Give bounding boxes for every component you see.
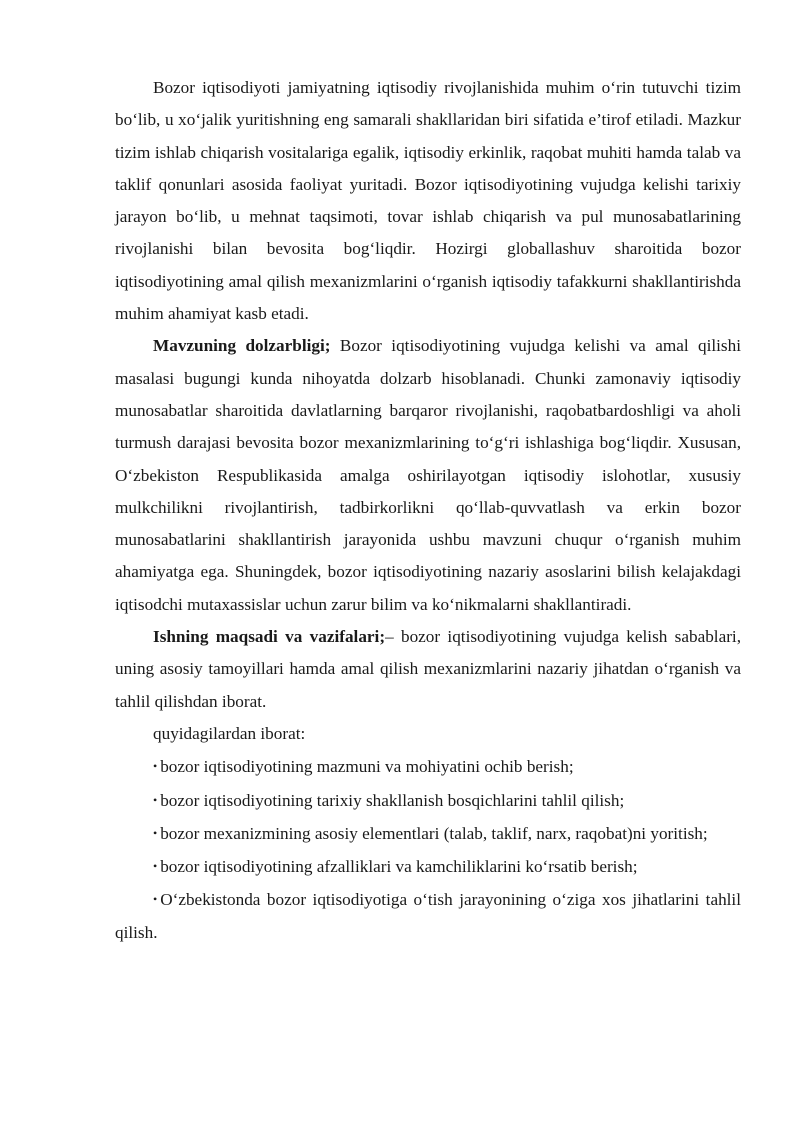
list-item-text: bozor iqtisodiyotining tarixiy shakllanish bosqichlarini tahlil qilish; <box>160 790 625 810</box>
bullet-icon: • <box>153 792 158 807</box>
relevance-text: Bozor iqtisodiyotining vujudga kelishi va amal qilishi masalasi bugungi kunda nihoyatda dolzarb hisoblanadi. Chunki zamonaviy iqtisodiy munosabatlar sharoitida davlatlarning barqaror rivojlanishi, raqobatbardoshligi va aholi turmush darajasi bevosita bozor mexanizmlarining to‘g‘ri ishlashiga bog‘liqdir. Xususan, O‘zbekiston Respublikasida amalga oshirilayotgan iqtisodiy islohotlar, xususiy mulkchilikni rivojlantirish, tadbirkorlikni qo‘llab-quvvatlash va erkin bozor munosabatlarini shakllantirish jarayonida ushbu mavzuni chuqur o‘rganish muhim ahamiyatga ega. Shuningdek, bozor iqtisodiyotining nazariy asoslarini bilish kelajakdagi iqtisodchi mutaxassislar uchun zarur bilim va ko‘nikmalarni shakllantiradi. <box>115 336 741 614</box>
list-item-text: O‘zbekistonda bozor iqtisodiyotiga o‘tish jarayonining o‘ziga xos jihatlarini tahlil qilish. <box>115 890 741 942</box>
list-item-text: bozor iqtisodiyotining mazmuni va mohiyatini ochib berish; <box>160 757 574 777</box>
list-item <box>115 784 741 817</box>
intro-paragraph: Bozor iqtisodiyoti jamiyatning iqtisodiy rivojlanishida muhim o‘rin tutuvchi tizim bo‘lib, u xo‘jalik yuritishning eng samarali shakllaridan biri sifatida e’tirof etiladi. Mazkur tizim ishlab chiqarish vositalariga egalik, iqtisodiy erkinlik, raqobat muhiti hamda talab va taklif qonunlari asosida faoliyat yuritadi. Bozor iqtisodiyotining vujudga kelishi tarixiy jarayon bo‘lib, u mehnat taqsimoti, tovar ishlab chiqarish va pul munosabatlarining rivojlanishi bilan bevosita bog‘liqdir. Hozirgi globallashuv sharoitida bozor iqtisodiyotining amal qilish mexanizmlarini o‘rganish iqtisodiy tafakkurni shakllantirishda muhim ahamiyat kasb etadi. <box>115 78 741 324</box>
goals-heading: Ishning maqsadi va vazifalari; <box>153 627 386 647</box>
list-item <box>115 750 741 783</box>
list-item-text: bozor iqtisodiyotining afzalliklari va kamchiliklarini ko‘rsatib berish; <box>160 857 638 877</box>
bullet-icon: • <box>153 892 158 907</box>
bullet-icon: • <box>153 759 158 774</box>
relevance-heading: Mavzuning dolzarbligi; <box>153 336 331 356</box>
bullet-icon: • <box>153 859 158 874</box>
goals-paragraph <box>115 621 741 718</box>
tasks-intro: quyidagilardan iborat: <box>153 723 306 743</box>
list-item <box>115 883 741 949</box>
document-page <box>115 72 741 949</box>
bullet-icon: • <box>153 825 158 840</box>
goals-text: – bozor iqtisodiyotining vujudga kelish sabablari, uning asosiy tamoyillari hamda amal qilish mexanizmlarini nazariy jihatdan o‘rganish va tahlil qilishdan iborat. <box>115 627 741 711</box>
list-item <box>115 850 741 883</box>
list-item <box>115 817 741 850</box>
relevance-paragraph <box>115 330 741 621</box>
list-item-text: bozor mexanizmining asosiy elementlari (talab, taklif, narx, raqobat)ni yoritish; <box>160 823 708 843</box>
